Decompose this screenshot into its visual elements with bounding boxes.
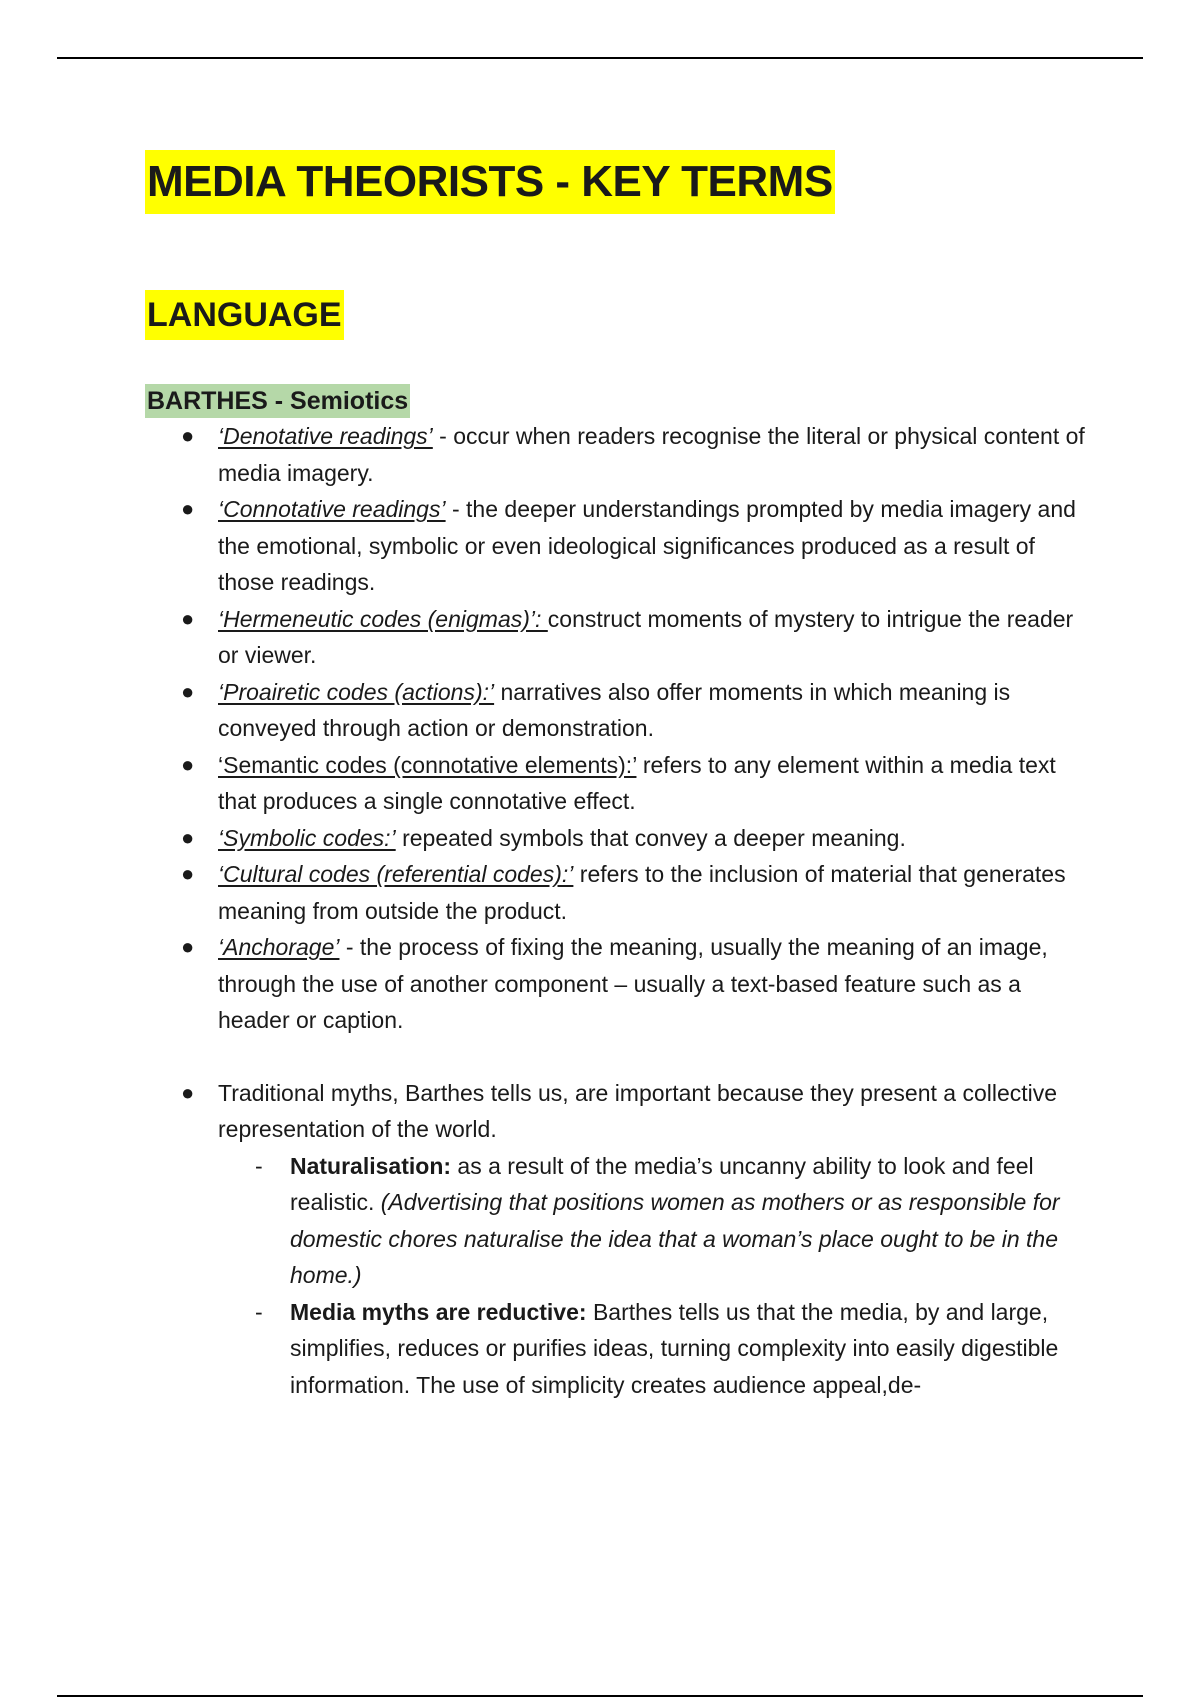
sub-list-item xyxy=(145,1148,1095,1294)
sub-item-example: (Advertising that positions women as mothers or as responsible for domestic chores naturalise the idea that a woman’s place ought to be in the home.) xyxy=(290,1189,1060,1288)
list-item xyxy=(145,856,1095,929)
term-label: ‘Connotative readings’ xyxy=(218,496,446,522)
section-heading-block xyxy=(145,290,1095,340)
list-item xyxy=(145,820,1095,857)
bottom-rule xyxy=(57,1695,1143,1697)
term-label: ‘Cultural codes (referential codes):’ xyxy=(218,861,574,887)
bullet-icon: ● xyxy=(181,824,195,850)
term-label: ‘Semantic codes (connotative elements):’ xyxy=(218,751,637,778)
bullet-icon: ● xyxy=(181,496,195,521)
bullet-icon: ● xyxy=(181,605,195,631)
term-description: construct moments of mystery to intrigue the reader or viewer. xyxy=(218,605,1074,668)
bullet-icon: ● xyxy=(181,751,195,777)
list-item xyxy=(145,601,1095,674)
term-label: ‘Proairetic codes (actions):’ xyxy=(218,678,495,705)
list-item xyxy=(145,929,1095,1039)
sub-list-item xyxy=(145,1294,1095,1404)
list-item xyxy=(145,674,1095,747)
list-item xyxy=(145,418,1095,491)
term-description: - the process of fixing the meaning, usually the meaning of an image, through the use of another component – usually a text-based feature such as a header or caption. xyxy=(218,934,1048,1033)
sub-item-label: Media myths are reductive: xyxy=(290,1298,587,1325)
list-item xyxy=(145,747,1095,820)
sub-item-text: as a result of the media’s uncanny ability to look and feel realistic. xyxy=(290,1152,1034,1215)
bullet-icon: ● xyxy=(181,861,195,886)
key-terms-list xyxy=(145,418,1095,1403)
list-spacer xyxy=(145,1039,1095,1075)
page-content xyxy=(145,150,1095,1403)
section-heading: LANGUAGE xyxy=(145,290,344,340)
page-title: MEDIA THEORISTS - KEY TERMS xyxy=(145,150,835,214)
term-label: ‘Anchorage’ xyxy=(218,934,340,960)
title-block xyxy=(145,150,1095,214)
term-description: - occur when readers recognise the literal or physical content of media imagery. xyxy=(218,423,1085,486)
theorist-heading: BARTHES - Semiotics xyxy=(145,384,410,418)
term-description: repeated symbols that convey a deeper meaning. xyxy=(395,824,906,851)
list-item xyxy=(145,491,1095,601)
myths-intro: Traditional myths, Barthes tells us, are important because they present a collective representation of the world. xyxy=(218,1079,1058,1142)
bullet-icon: ● xyxy=(181,678,195,704)
term-label: ‘Denotative readings’ xyxy=(218,423,433,449)
myths-sublist xyxy=(145,1148,1095,1404)
bullet-icon: ● xyxy=(181,1079,195,1105)
dash-icon: - xyxy=(255,1152,263,1179)
sub-item-text: Barthes tells us that the media, by and large, simplifies, reduces or purifies ideas, turning complexity into easily digestible information. The use of simplicity creates audience appeal,de- xyxy=(290,1298,1059,1398)
term-description: refers to any element within a media text that produces a single connotative effect. xyxy=(218,751,1056,814)
bullet-icon: ● xyxy=(181,934,195,959)
term-label: ‘Hermeneutic codes (enigmas)’: xyxy=(218,605,548,632)
term-description: - the deeper understandings prompted by media imagery and the emotional, symbolic or even ideological significances produced as a result of those readings. xyxy=(218,496,1076,595)
bullet-icon: ● xyxy=(181,423,195,448)
term-description: narratives also offer moments in which meaning is conveyed through action or demonstration. xyxy=(218,678,1011,741)
top-rule xyxy=(57,57,1143,59)
theorist-heading-block xyxy=(145,384,1095,418)
term-label: ‘Symbolic codes:’ xyxy=(218,824,396,851)
term-description: refers to the inclusion of material that generates meaning from outside the product. xyxy=(218,861,1066,924)
list-item xyxy=(145,1075,1095,1404)
sub-item-label: Naturalisation: xyxy=(290,1152,452,1179)
dash-icon: - xyxy=(255,1298,263,1325)
